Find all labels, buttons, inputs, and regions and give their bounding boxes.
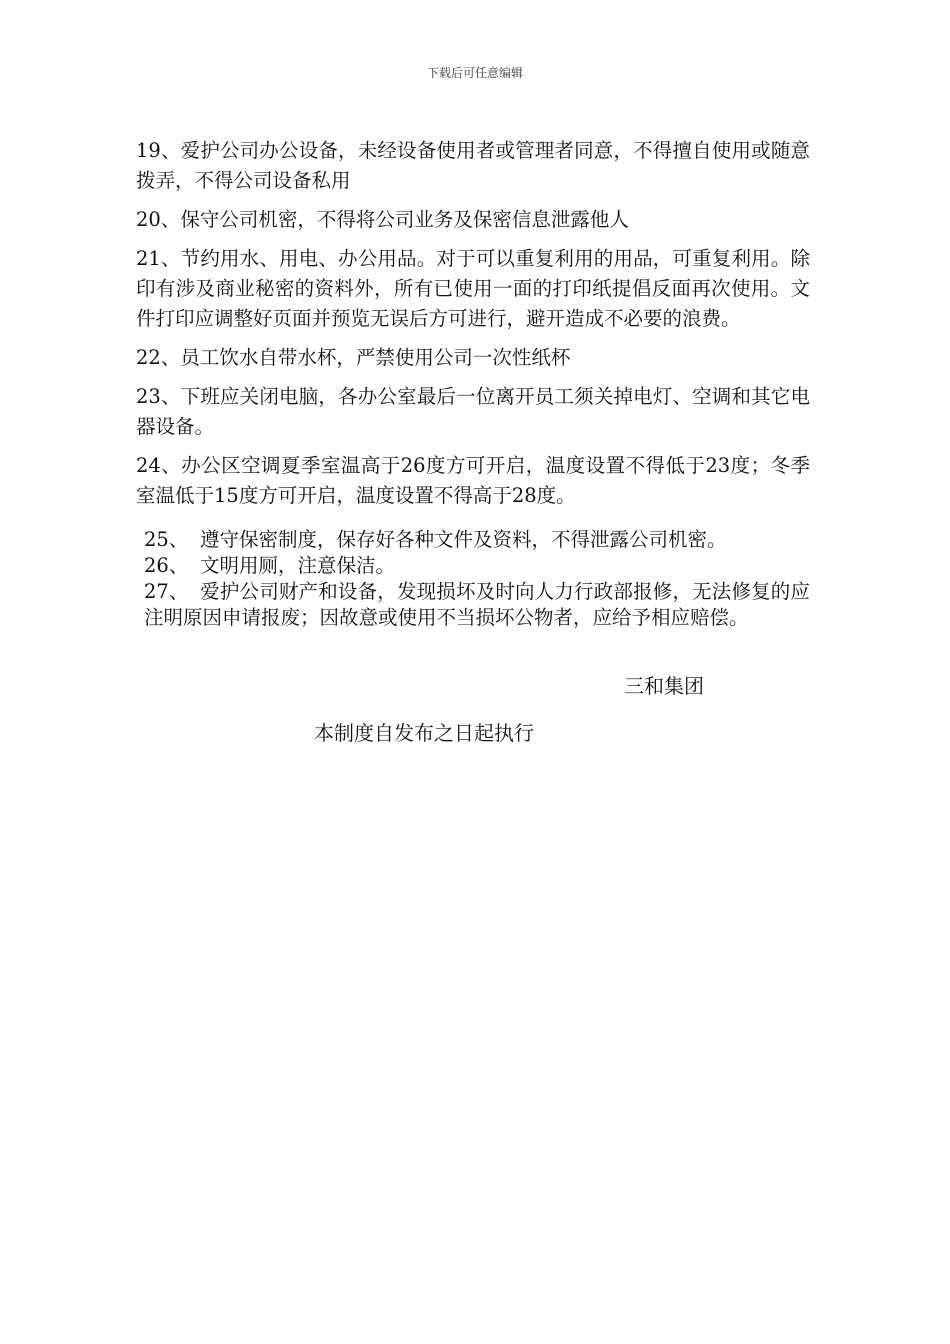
effective-statement: 本制度自发布之日起执行 bbox=[314, 721, 534, 745]
list-number: 25、 bbox=[144, 528, 189, 551]
page-header-note: 下载后可任意编辑 bbox=[426, 66, 523, 80]
list-item-26 bbox=[144, 553, 810, 579]
list-text: 爱护公司财产和设备，发现损坏及时向人力行政部报修，无法修复的应注明原因申请报废；因故意或使用不当损坏公物者，应给予相应赔偿。 bbox=[144, 580, 810, 629]
list-item-25 bbox=[144, 527, 810, 553]
list-number: 27、 bbox=[144, 580, 189, 603]
rule-paragraph-24: 24、办公区空调夏季室温高于26度方可开启，温度设置不得低于23度；冬季室温低于15度方可开启，温度设置不得高于28度。 bbox=[136, 454, 810, 507]
rule-paragraph-22: 22、员工饮水自带水杯，严禁使用公司一次性纸杯 bbox=[136, 346, 571, 369]
rule-paragraph-21: 21、节约用水、用电、办公用品。对于可以重复利用的用品，可重复利用。除印有涉及商业秘密的资料外，所有已使用一面的打印纸提倡反面再次使用。文件打印应调整好页面并预览无误后方可进行，避开造成不必要的浪费。 bbox=[136, 247, 810, 330]
rule-paragraph-20: 20、保守公司机密，不得将公司业务及保密信息泄露他人 bbox=[136, 208, 629, 231]
list-item-27 bbox=[144, 579, 810, 631]
list-text: 文明用厕，注意保洁。 bbox=[200, 554, 396, 577]
rule-paragraph-23: 23、下班应关闭电脑，各办公室最后一位离开员工须关掉电灯、空调和其它电器设备。 bbox=[136, 385, 810, 438]
company-signature: 三和集团 bbox=[624, 674, 704, 698]
rule-paragraph-19: 19、爱护公司办公设备，未经设备使用者或管理者同意，不得擅自使用或随意拨弄，不得公司设备私用 bbox=[136, 139, 810, 192]
list-text: 遵守保密制度，保存好各种文件及资料，不得泄露公司机密。 bbox=[200, 528, 727, 551]
rule-list bbox=[136, 527, 810, 631]
document-body bbox=[136, 136, 810, 631]
list-number: 26、 bbox=[144, 554, 189, 577]
